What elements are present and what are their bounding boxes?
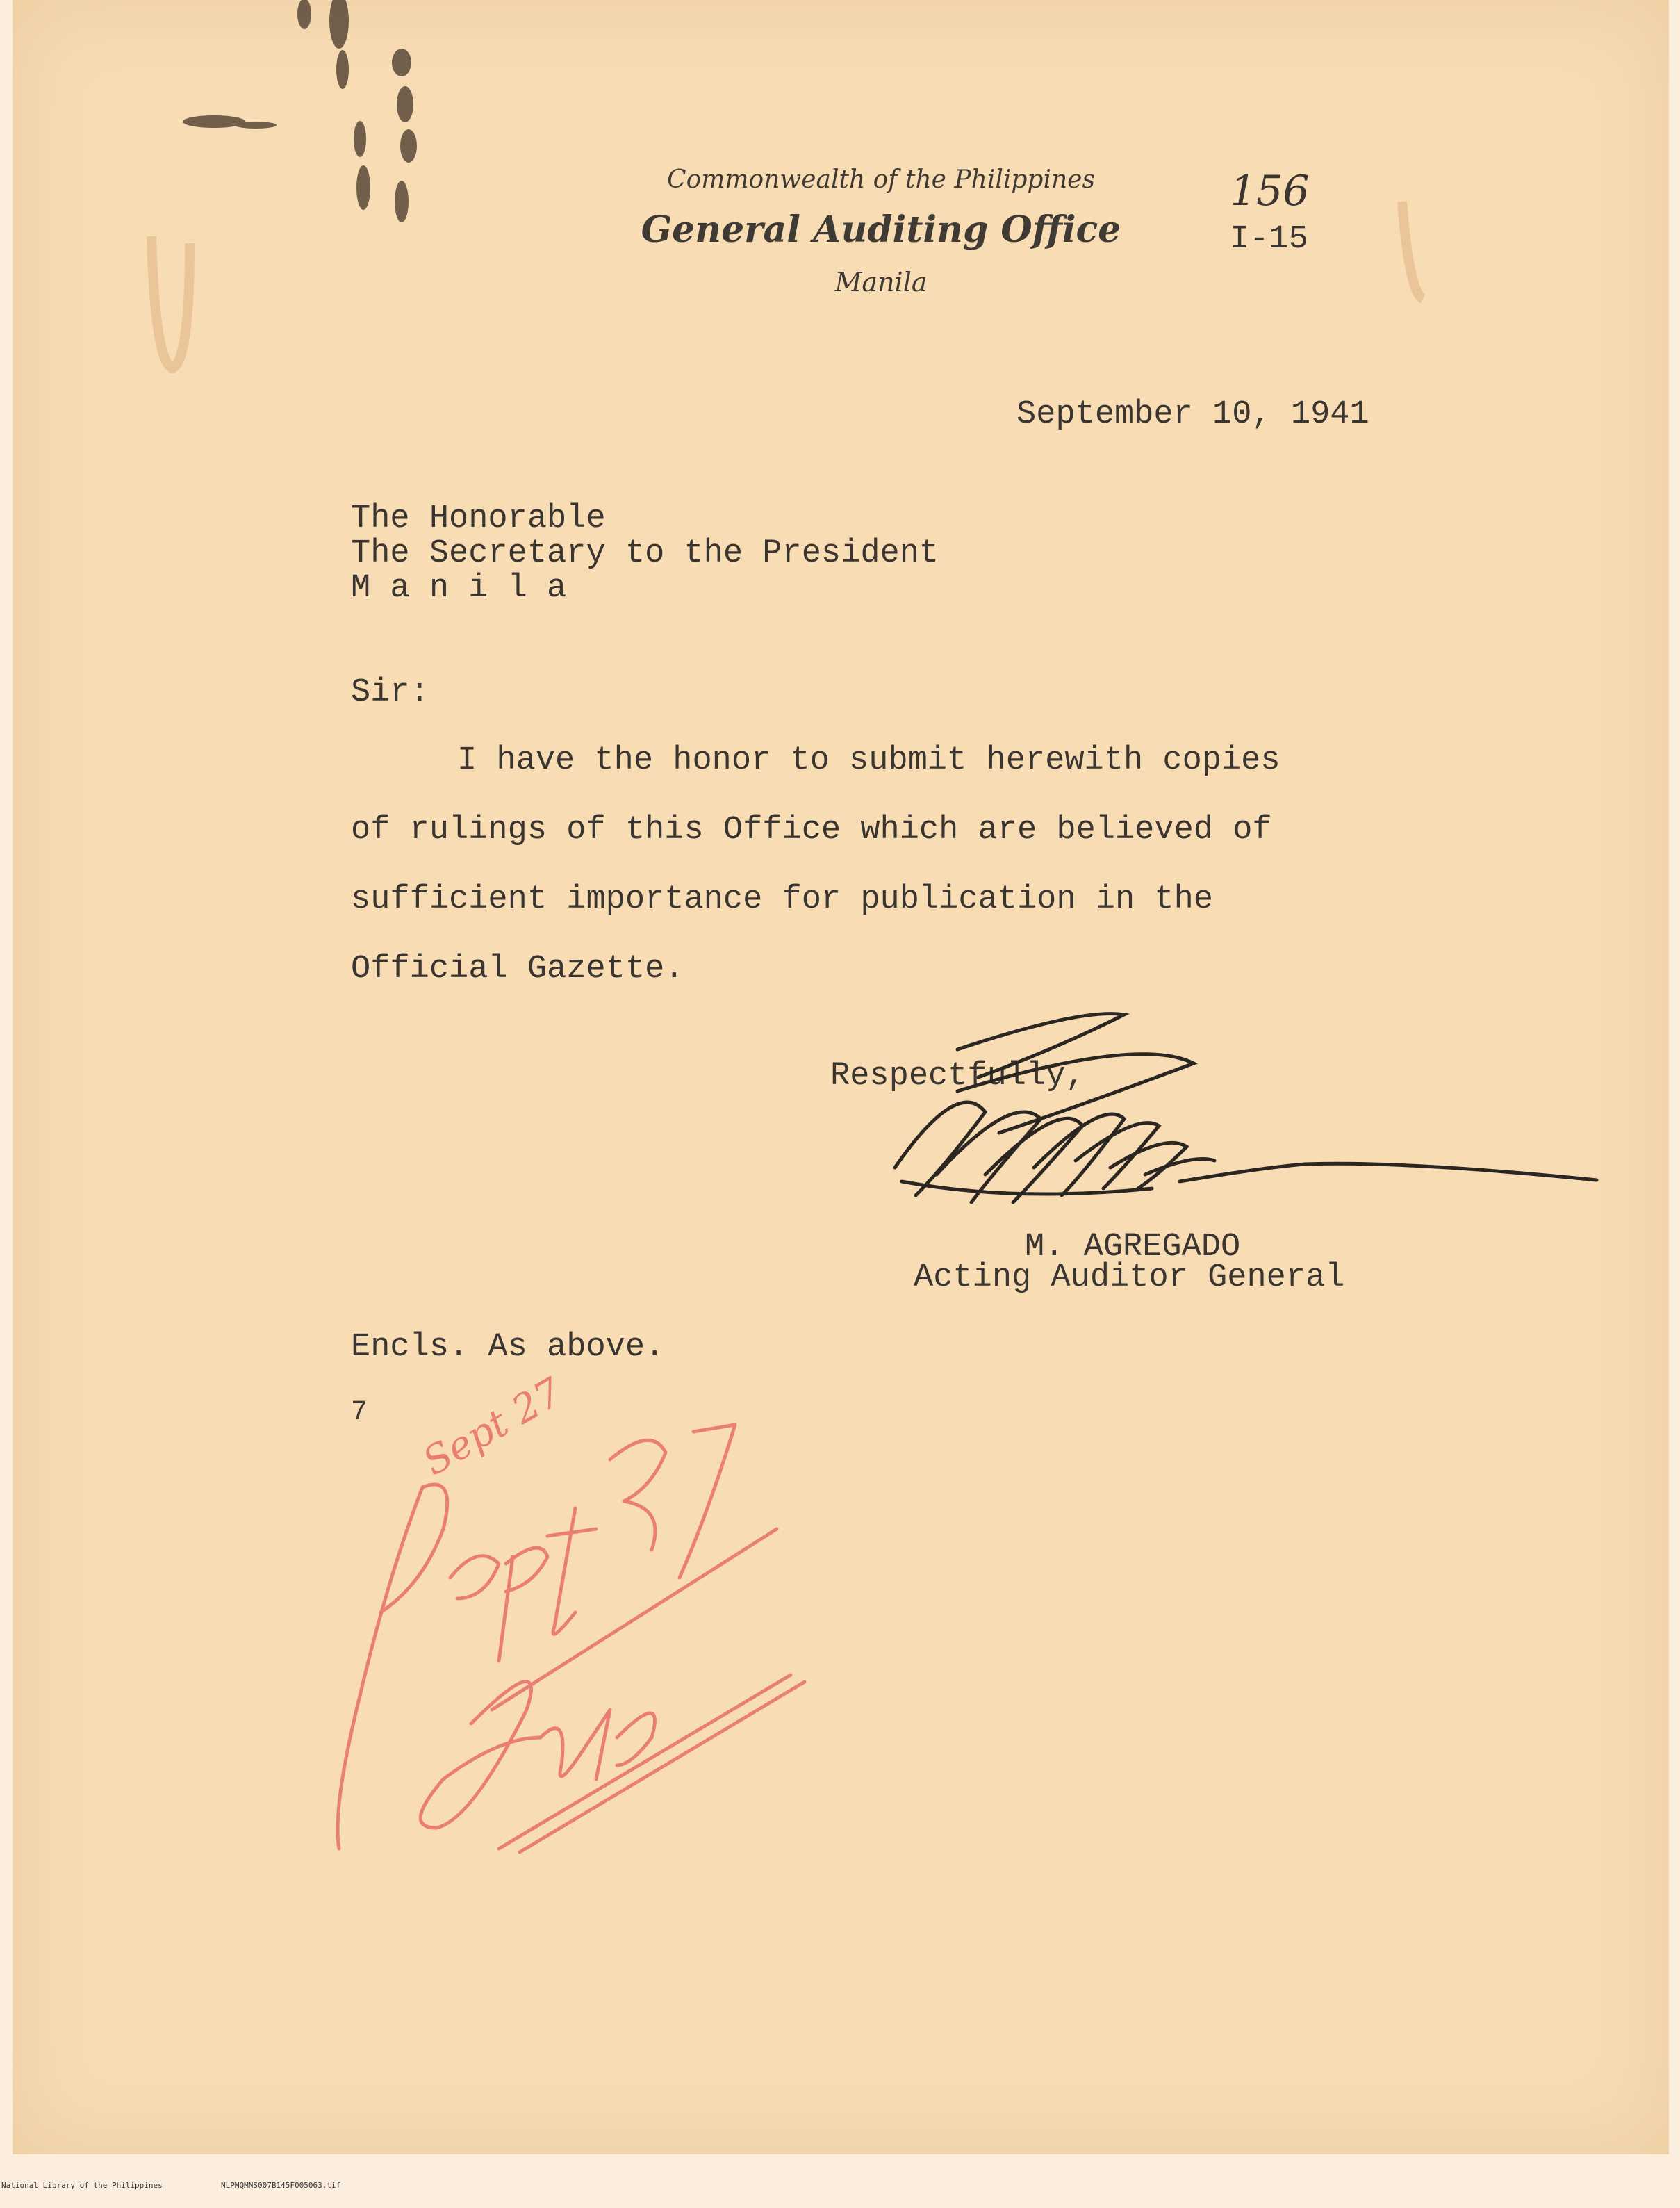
signature xyxy=(874,994,1611,1258)
handwritten-file-number: 156 xyxy=(1230,167,1310,215)
letterhead-line2: General Auditing Office xyxy=(641,208,1121,251)
body-line-1: I have the honor to submit herewith copies xyxy=(457,742,1280,779)
letterhead-line1: Commonwealth of the Philippines xyxy=(667,165,1095,194)
addressee-line1: The Honorable xyxy=(351,500,606,537)
closing: Respectfully, xyxy=(830,1058,1085,1095)
letterhead-line3: Manila xyxy=(834,267,928,297)
signatory-name: M. AGREGADO xyxy=(1025,1229,1241,1266)
footer-left: National Library of the Philippines xyxy=(1,2181,163,2190)
page-mark: 7 xyxy=(351,1397,368,1428)
enclosures: Encls. As above. xyxy=(351,1329,665,1366)
scan-footer xyxy=(0,2181,1680,2191)
body-line-2: of rulings of this Office which are believed of xyxy=(351,812,1272,849)
addressee-line2: The Secretary to the President xyxy=(351,535,939,572)
addressee-line3: M a n i l a xyxy=(351,570,567,607)
salutation: Sir: xyxy=(351,674,429,711)
file-code: I-15 xyxy=(1230,221,1308,258)
document-page xyxy=(13,0,1669,2154)
body-line-4: Official Gazette. xyxy=(351,951,684,988)
red-pencil-annotation xyxy=(318,1348,846,1890)
signatory-title: Acting Auditor General xyxy=(914,1259,1345,1296)
letter-date: September 10, 1941 xyxy=(1016,396,1369,433)
footer-right: NLPMQMNS007B145F005063.tif xyxy=(221,2181,341,2190)
red-pencil-note: Sept 27 xyxy=(415,1369,570,1485)
body-line-3: sufficient importance for publication in the xyxy=(351,881,1214,918)
